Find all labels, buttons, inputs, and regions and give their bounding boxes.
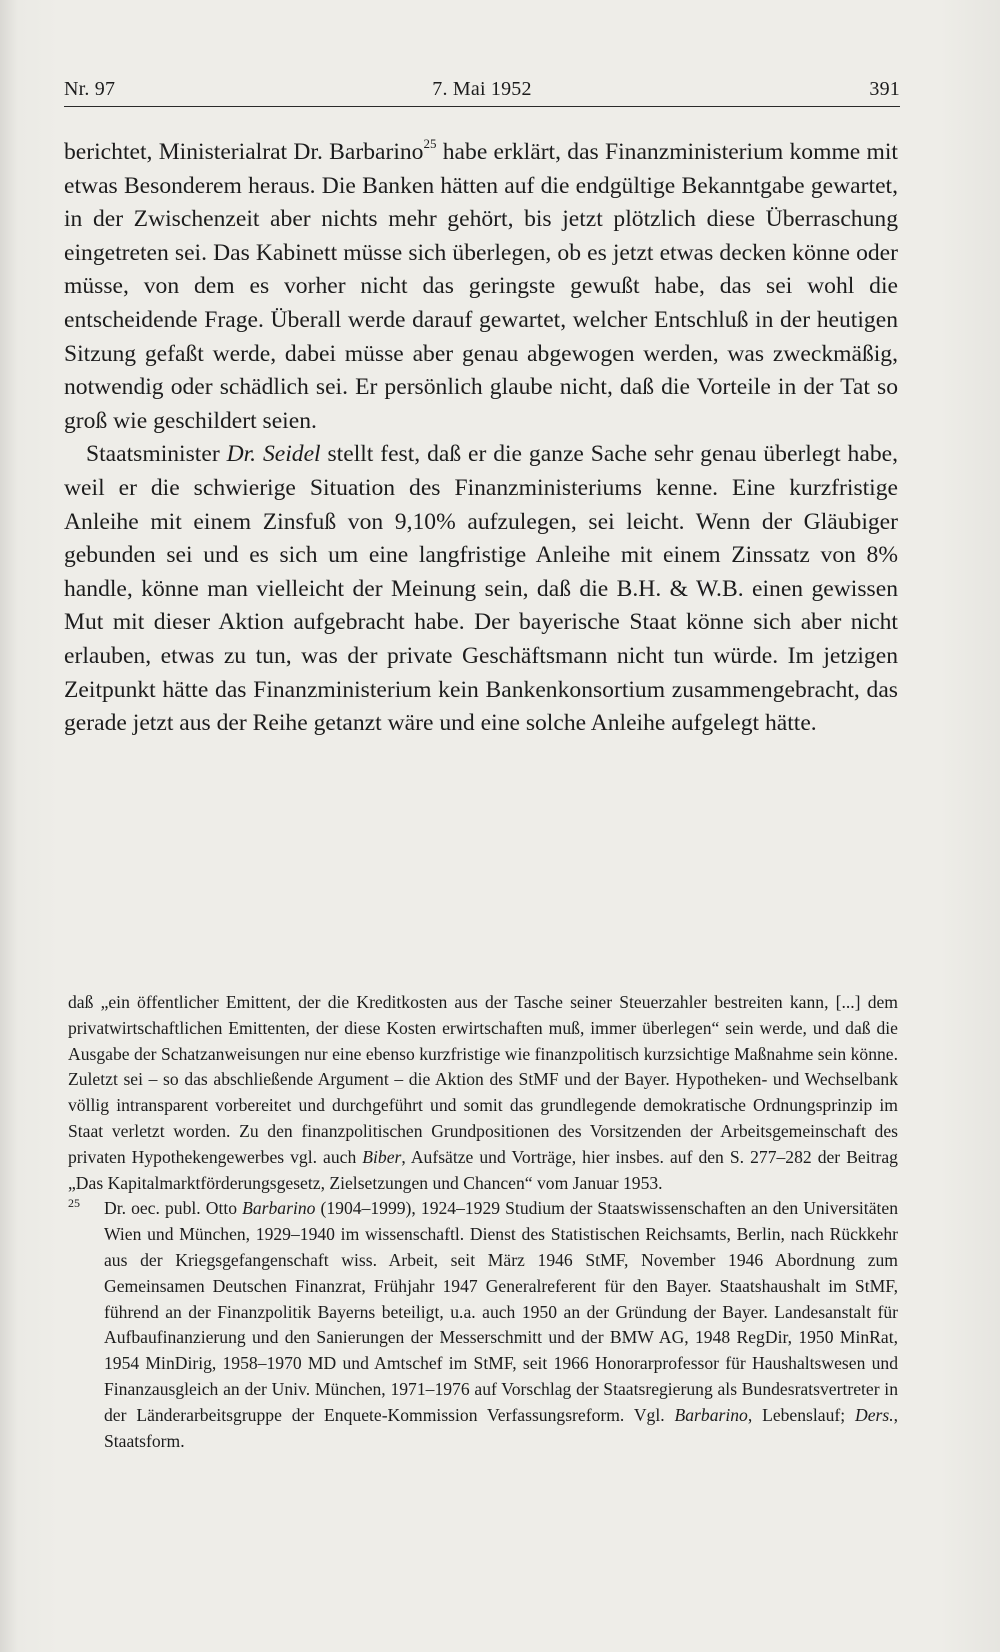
header-date: 7. Mai 1952 xyxy=(432,78,532,100)
paragraph-2: Staatsminister Dr. Seidel stellt fest, daß er die ganze Sache sehr genau überlegt habe, weil er die schwierige Situation des Finanzministeriums kenne. Eine kurzfristige Anleihe mit einem Zinsfuß von 9,10% aufzulegen, sei leicht. Wenn der Gläubiger gebunden sei und es sich um eine langfristige Anleihe mit einem Zinssatz von 8% handle, könne man vielleicht der Meinung sein, daß die B.H. & W.B. einen gewissen Mut mit dieser Aktion aufgebracht habe. Der bayerische Staat könne sich aber nicht erlauben, etwas zu tun, was der private Geschäftsmann nicht tun würde. Im jetzigen Zeitpunkt hätte das Finanzministerium kein Bankenkonsortium zusammengebracht, das gerade jetzt aus der Reihe getanzt wäre und eine solche Anleihe aufgelegt hätte. xyxy=(64,441,898,737)
main-text xyxy=(64,136,898,741)
issue-number: Nr. 97 xyxy=(64,78,116,100)
footnote-25: 25 Dr. oec. publ. Otto Barbarino (1904–1999), 1924–1929 Studium der Staatswissenschaften an den Universitäten Wien und München, 1929–1940 im wissenschaftl. Dienst des Statistischen Reichsamts, Berlin, nach Rückkehr aus der Kriegsgefangenschaft wiss. Arbeit, seit März 1946 StMF, November 1946 Abordnung zum Gemeinsamen Deutschen Finanzrat, Frühjahr 1947 Generalreferent für den Bayer. Staatshaushalt im StMF, führend an der Finanzpolitik Bayerns beteiligt, u.a. auch 1950 an der Gründung der Bayer. Landesanstalt für Aufbaufinanzierung und den Sanierungen der Messerschmitt und der BMW AG, 1948 RegDir, 1950 MinRat, 1954 MinDirig, 1958–1970 MD und Amtschef im StMF, seit 1966 Honorarprofessor für Haushaltswesen und Finanzausgleich an der Univ. München, 1971–1976 auf Vorschlag der Staatsregierung als Bundesratsvertreter in der Länderarbeitsgruppe der Enquete-Kommission Verfassungsreform. Vgl. Barbarino, Lebenslauf; Ders., Staatsform. xyxy=(68,1196,898,1451)
footnote-continuation: daß „ein öffentlicher Emittent, der die Kreditkosten aus der Tasche seiner Steuerzahler bestreiten kann, [...] dem privatwirtschaftlichen Emittenten, der diese Kosten erwirtschaften muß, immer überlegen“ sein werde, und daß die Ausgabe der Schatzanweisungen nur eine ebenso kurzfristige wie finanzpolitisch kurzsichtige Maßnahme sein könne. Zuletzt sei – so das abschließende Argument – die Aktion des StMF und der Bayer. Hypotheken- und Wechselbank völlig intransparent vorbereitet und durchgeführt und somit das grundlegende demokratische Ordnungsprinzip im Staat verletzt worden. Zu den finanzpolitischen Grundpositionen des Vorsitzenden der Arbeitsgemeinschaft des privaten Hypothekengewerbes vgl. auch Biber, Aufsätze und Vorträge, hier insbes. auf den S. 277–282 der Beitrag „Das Kapitalmarktförderungsgesetz, Zielsetzungen und Chancen“ vom Januar 1953. xyxy=(68,992,898,1193)
person-name: Seidel xyxy=(262,441,321,468)
paragraph-1: berichtet, Ministerialrat Dr. Barbarino$^{25}$ habe erklärt, das Finanzministerium komme mit etwas Besonderem heraus. Die Banken hätten auf die endgültige Bekanntgabe gewartet, in der Zwischenzeit aber nichts mehr gehört, bis jetzt plötzlich diese Überraschung eingetreten sei. Das Kabinett müsse sich überlegen, ob es jetzt etwas decken könne oder müsse, von dem es vorher nicht das geringste gewußt habe, das sei wohl die entscheidende Frage. Überall werde darauf gewartet, welcher Entschluß in der heutigen Sitzung gefaßt werde, dabei müsse aber genau abgewogen werden, was zweckmäßig, notwendig oder schädlich sei. Er persönlich glaube nicht, daß die Vorteile in der Tat so groß wie geschildert seien. xyxy=(64,136,898,434)
header-rule xyxy=(64,106,900,107)
page-number: 391 xyxy=(869,78,900,100)
footnotes xyxy=(68,990,898,1454)
footnote-number: 25 xyxy=(68,1196,80,1211)
footnote-ref-25: 25 xyxy=(423,136,437,152)
title-abbrev: Dr. xyxy=(226,441,257,468)
running-header xyxy=(64,78,900,106)
